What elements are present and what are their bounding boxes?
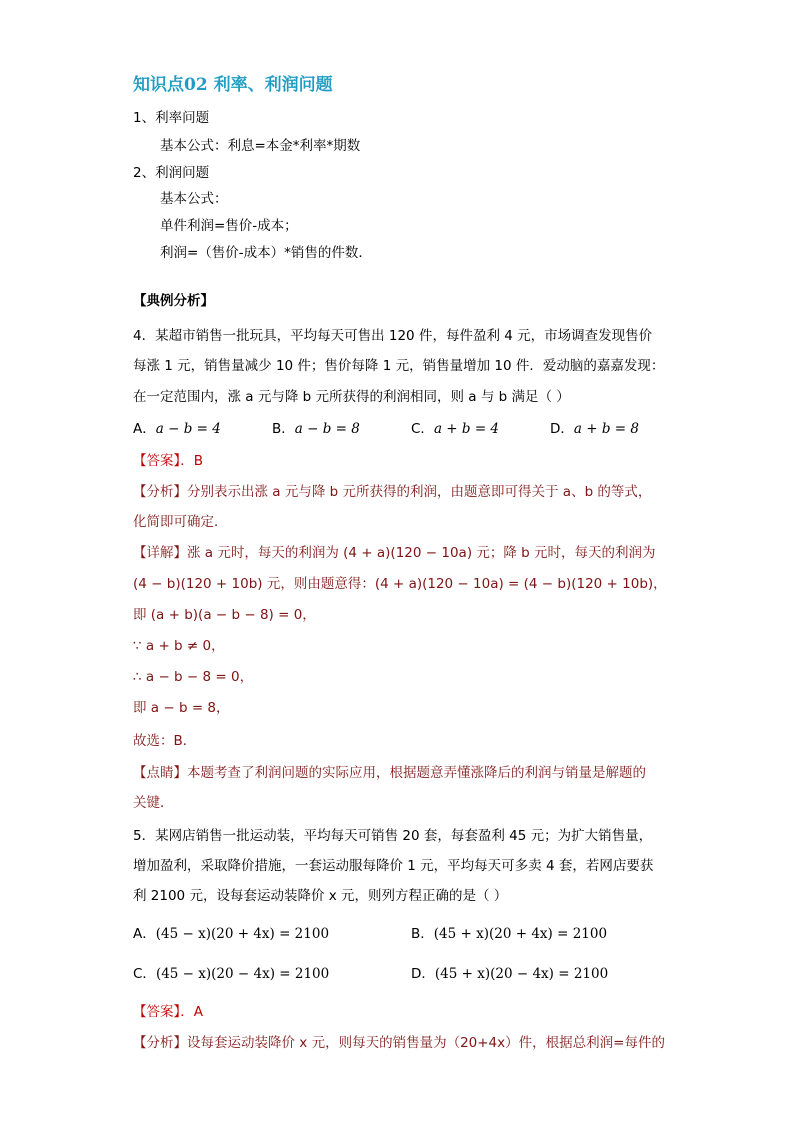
q4-detail-1: 【详解】涨 a 元时，每天的利润为 (4 + a)(120 − 10a) 元；降 b 元时，每天的利润为	[133, 545, 656, 561]
section-header: 【典例分析】	[133, 293, 214, 309]
option-expr: a + b = 8	[573, 421, 639, 437]
q5-option-c	[133, 964, 329, 984]
q4-option-c	[411, 419, 499, 439]
q5-line-2: 增加盈利，采取降价措施，一套运动服每降价 1 元，平均每天可多卖 4 套，若网店要获	[133, 858, 654, 874]
q5-line-1: 5．某网店销售一批运动装，平均每天可销售 20 套，每套盈利 45 元；为扩大销售量，	[133, 828, 653, 844]
option-label: B．	[272, 421, 295, 437]
option-expr: (45 + x)(20 + 4x) = 2100	[433, 926, 608, 942]
q4-step-1: 即 (a + b)(a − b − 8) = 0，	[133, 607, 316, 623]
intro-line-4: 基本公式：	[160, 191, 228, 207]
q4-comment-1: 【点睛】本题考查了利润问题的实际应用，根据题意弄懂涨降后的利润与销量是解题的	[133, 765, 646, 781]
option-label: D．	[550, 421, 574, 437]
page-title: 知识点02 利率、利润问题	[133, 75, 333, 95]
q4-step-3: ∴ a − b − 8 = 0，	[133, 669, 254, 685]
intro-line-3: 2、利润问题	[133, 165, 210, 181]
q4-detail-2: (4 − b)(120 + 10b) 元，则由题意得：(4 + a)(120 − 10a) = (4 − b)(120 + 10b)，	[133, 576, 667, 592]
intro-line-5: 单件利润=售价-成本；	[160, 218, 298, 234]
option-expr: a − b = 4	[155, 421, 221, 437]
q4-line-1: 4．某超市销售一批玩具，平均每天可售出 120 件，每件盈利 4 元，市场调查发现售价	[133, 328, 653, 344]
q4-comment-2: 关键．	[133, 795, 174, 811]
option-label: C．	[133, 966, 156, 982]
q5-answer: 【答案】．A	[133, 1004, 203, 1020]
q4-line-3: 在一定范围内，涨 a 元与降 b 元所获得的利润相同，则 a 与 b 满足（ ）	[133, 389, 570, 405]
q4-choice: 故选：B．	[133, 733, 197, 749]
option-label: D．	[411, 966, 435, 982]
option-expr: (45 + x)(20 − 4x) = 2100	[434, 966, 609, 982]
q5-option-d	[411, 964, 608, 984]
intro-line-2: 基本公式：利息=本金*利率*期数	[160, 138, 361, 154]
option-label: A．	[133, 421, 156, 437]
option-expr: (45 − x)(20 − 4x) = 2100	[155, 966, 330, 982]
q4-option-d	[550, 419, 639, 439]
option-label: C．	[411, 421, 434, 437]
q5-option-b	[411, 924, 607, 944]
option-label: A．	[133, 926, 156, 942]
q4-analysis-1: 【分析】分别表示出涨 a 元与降 b 元所获得的利润，由题意即可得关于 a、b 的等式，	[133, 484, 652, 500]
q4-step-4: 即 a − b = 8，	[133, 700, 230, 716]
q5-option-a	[133, 924, 329, 944]
option-expr: (45 − x)(20 + 4x) = 2100	[155, 926, 330, 942]
q5-line-3: 利 2100 元，设每套运动装降价 x 元，则列方程正确的是（ ）	[133, 888, 508, 904]
intro-line-1: 1、利率问题	[133, 110, 210, 126]
intro-line-6: 利润=（售价-成本）*销售的件数．	[160, 245, 372, 261]
q4-line-2: 每涨 1 元，销售量减少 10 件；售价每降 1 元，销售量增加 10 件．爱动脑的嘉嘉发现：	[133, 358, 665, 374]
option-label: B．	[411, 926, 434, 942]
q4-answer: 【答案】．B	[133, 453, 204, 469]
q4-analysis-2: 化简即可确定．	[133, 514, 228, 530]
option-expr: a − b = 8	[294, 421, 360, 437]
q4-step-2: ∵ a + b ≠ 0，	[133, 638, 225, 654]
option-expr: a + b = 4	[433, 421, 500, 437]
q5-analysis-1: 【分析】设每套运动装降价 x 元，则每天的销售量为（20+4x）件，根据总利润=每件的	[133, 1035, 665, 1051]
q4-option-b	[272, 419, 360, 439]
q4-option-a	[133, 419, 221, 439]
